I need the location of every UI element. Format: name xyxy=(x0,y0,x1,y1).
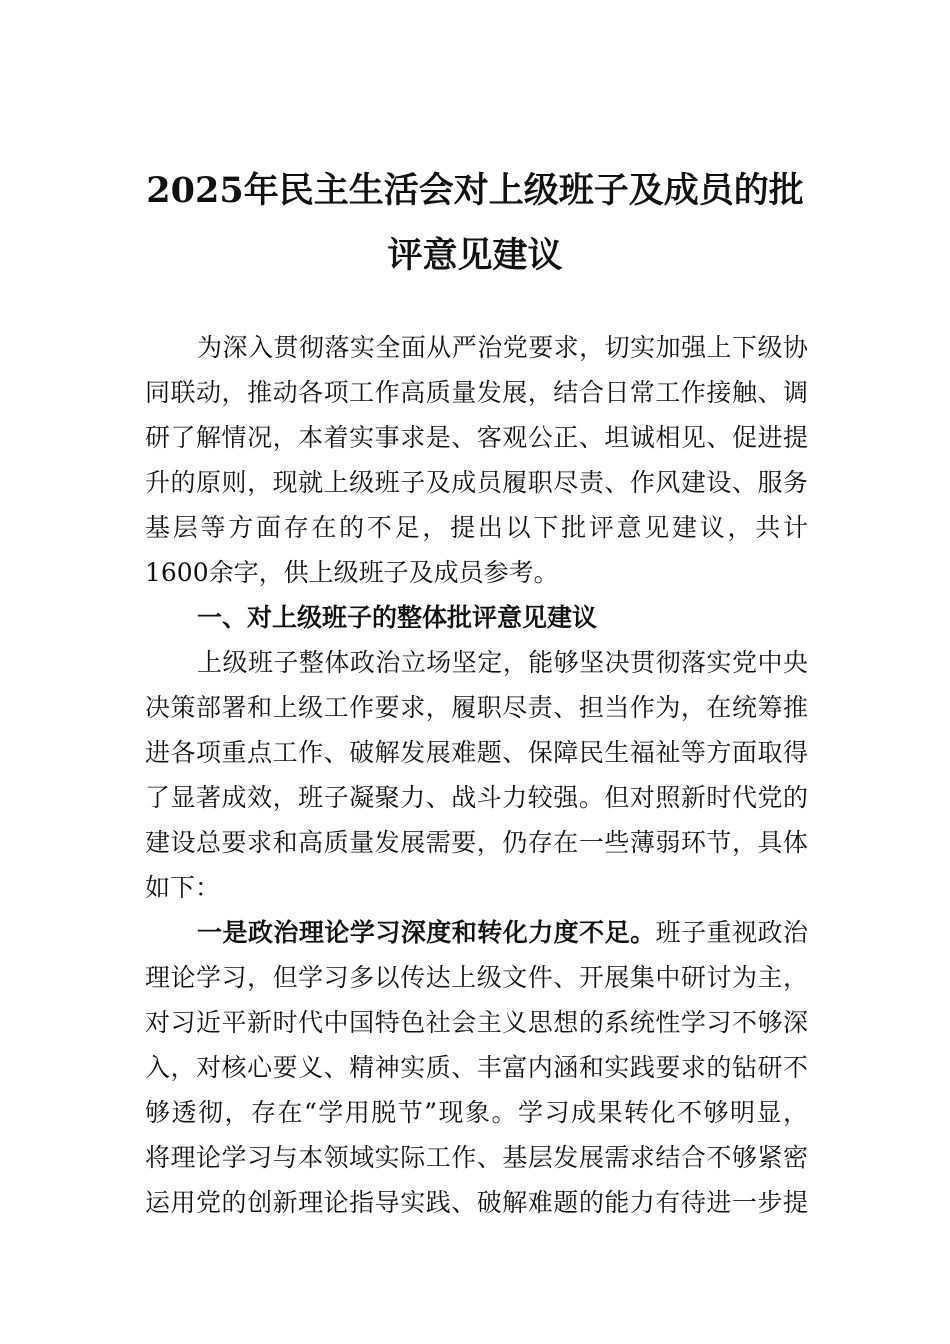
section-para-line: 决策部署和上级工作要求，履职尽责、担当作为，在统筹推 xyxy=(145,693,808,722)
section-para-line: 了显著成效，班子凝聚力、战斗力较强。但对照新时代党的 xyxy=(145,783,808,812)
point-lead-rest: 班子重视政治 xyxy=(655,918,808,947)
intro-line: 基层等方面存在的不足，提出以下批评意见建议，共计 xyxy=(145,513,808,542)
point-line: 入，对核心要义、精神实质、丰富内涵和实践要求的钻研不 xyxy=(145,1053,808,1082)
point-line: 对习近平新时代中国特色社会主义思想的系统性学习不够深 xyxy=(145,1008,808,1037)
section-para-line: 如下： xyxy=(145,873,221,902)
document-body xyxy=(145,325,808,1225)
intro-line: 1600余字，供上级班子及成员参考。 xyxy=(145,558,559,587)
intro-line: 研了解情况，本着实事求是、客观公正、坦诚相见、促进提 xyxy=(145,423,808,452)
document-title-line-1: 2025年民主生活会对上级班子及成员的批 xyxy=(146,170,804,211)
section-para-line: 建设总要求和高质量发展需要，仍存在一些薄弱环节，具体 xyxy=(145,828,808,857)
intro-line: 为深入贯彻落实全面从严治党要求，切实加强上下级协 xyxy=(197,333,808,362)
intro-line: 升的原则，现就上级班子及成员履职尽责、作风建设、服务 xyxy=(145,468,808,497)
point-line: 运用党的创新理论指导实践、破解难题的能力有待进一步提 xyxy=(145,1188,808,1217)
section-para-line: 进各项重点工作、破解发展难题、保障民生福祉等方面取得 xyxy=(145,738,808,767)
point-line: 够透彻，存在“学用脱节”现象。学习成果转化不够明显， xyxy=(145,1098,808,1127)
point-line: 将理论学习与本领域实际工作、基层发展需求结合不够紧密 xyxy=(145,1143,808,1172)
point-lead: 一是政治理论学习深度和转化力度不足。 xyxy=(197,918,656,947)
section-heading: 一、对上级班子的整体批评意见建议 xyxy=(197,603,598,632)
point-line: 理论学习，但学习多以传达上级文件、开展集中研讨为主， xyxy=(145,963,808,992)
point-line xyxy=(145,910,808,955)
document-title-line-2: 评意见建议 xyxy=(387,235,563,276)
section-para-line: 上级班子整体政治立场坚定，能够坚决贯彻落实党中央 xyxy=(197,648,808,677)
intro-line: 同联动，推动各项工作高质量发展，结合日常工作接触、调 xyxy=(145,378,808,407)
